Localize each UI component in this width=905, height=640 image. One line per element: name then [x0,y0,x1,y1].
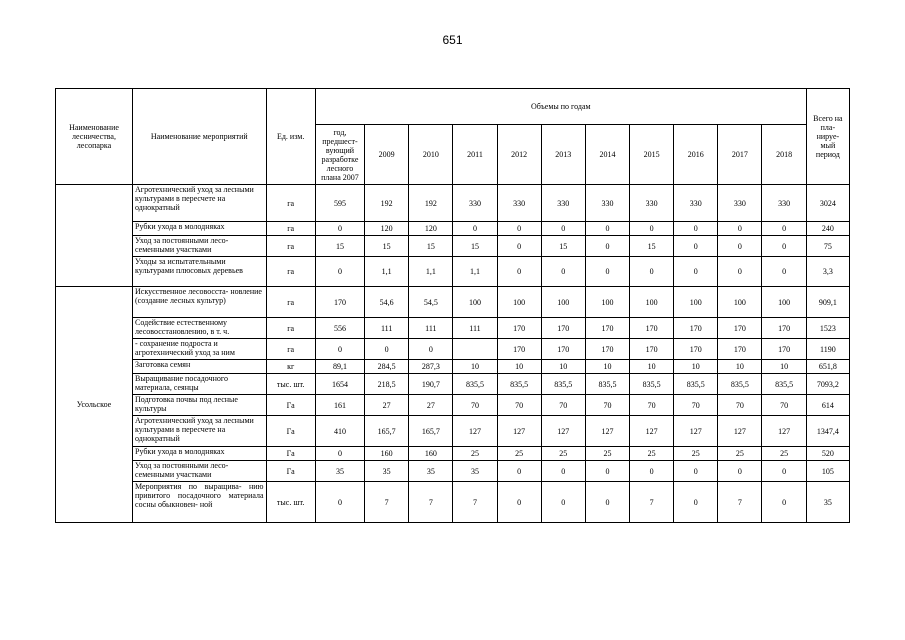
header-year: 2015 [630,125,674,185]
table-row [56,461,850,482]
header-year: 2014 [585,125,629,185]
value-cell: 284,5 [365,360,409,374]
value-cell: 170 [315,287,364,318]
value-cell: 0 [585,222,629,236]
header-year: 2009 [365,125,409,185]
value-cell: 127 [453,416,497,447]
value-cell: 15 [453,236,497,257]
value-cell: 0 [762,482,806,523]
value-cell: 15 [630,236,674,257]
value-cell: 1654 [315,374,364,395]
value-cell: 70 [630,395,674,416]
total-cell: 75 [806,236,849,257]
value-cell: 111 [409,318,453,339]
value-cell: 10 [453,360,497,374]
value-cell: 100 [718,287,762,318]
page-number: 651 [442,33,463,47]
unit-cell: га [266,339,315,360]
value-cell: 170 [497,339,541,360]
header-year: 2018 [762,125,806,185]
table-row [56,222,850,236]
value-cell: 100 [585,287,629,318]
value-cell: 330 [630,185,674,222]
header-unit: Ед. изм. [266,89,315,185]
value-cell: 10 [497,360,541,374]
value-cell: 835,5 [762,374,806,395]
total-cell: 35 [806,482,849,523]
activity-name: Подготовка почвы под лесные культуры [133,395,267,416]
value-cell: 10 [585,360,629,374]
value-cell: 0 [541,257,585,287]
value-cell: 15 [409,236,453,257]
value-cell: 595 [315,185,364,222]
total-cell: 909,1 [806,287,849,318]
value-cell: 100 [497,287,541,318]
table-row [56,416,850,447]
value-cell: 330 [674,185,718,222]
value-cell: 835,5 [497,374,541,395]
value-cell: 0 [315,257,364,287]
table-row [56,374,850,395]
value-cell: 0 [315,447,364,461]
unit-cell: Га [266,416,315,447]
value-cell: 15 [365,236,409,257]
value-cell: 170 [630,318,674,339]
value-cell: 100 [762,287,806,318]
value-cell: 127 [718,416,762,447]
value-cell: 54,6 [365,287,409,318]
value-cell: 15 [541,236,585,257]
value-cell: 127 [497,416,541,447]
value-cell: 0 [718,222,762,236]
value-cell: 7 [409,482,453,523]
value-cell: 0 [585,257,629,287]
activity-name: Мероприятия по выращива- нию привитого посадочного материала сосны обыкновен- ной [133,482,267,523]
value-cell: 1,1 [453,257,497,287]
value-cell: 127 [585,416,629,447]
value-cell: 25 [718,447,762,461]
value-cell: 835,5 [585,374,629,395]
value-cell: 70 [497,395,541,416]
value-cell: 35 [453,461,497,482]
table-row [56,447,850,461]
value-cell: 100 [674,287,718,318]
activity-name: Заготовка семян [133,360,267,374]
value-cell: 70 [674,395,718,416]
value-cell: 127 [630,416,674,447]
value-cell: 35 [365,461,409,482]
value-cell: 25 [674,447,718,461]
table-row [56,236,850,257]
table-row [56,360,850,374]
value-cell: 170 [718,339,762,360]
header-volumes: Объемы по годам [315,89,806,125]
value-cell: 0 [409,339,453,360]
value-cell: 330 [497,185,541,222]
value-cell: 170 [762,318,806,339]
value-cell: 0 [315,482,364,523]
value-cell: 330 [541,185,585,222]
value-cell: 70 [762,395,806,416]
value-cell: 10 [762,360,806,374]
value-cell: 0 [497,482,541,523]
header-year: 2010 [409,125,453,185]
value-cell: 25 [453,447,497,461]
value-cell: 330 [453,185,497,222]
value-cell: 0 [674,222,718,236]
value-cell: 25 [497,447,541,461]
activity-name: Содействие естественному лесовосстановлению, в т. ч. [133,318,267,339]
value-cell: 835,5 [674,374,718,395]
total-cell: 1190 [806,339,849,360]
activity-name: Агротехнический уход за лесными культурами в пересчете на однократный [133,185,267,222]
value-cell: 0 [365,339,409,360]
value-cell: 835,5 [541,374,585,395]
total-cell: 3024 [806,185,849,222]
value-cell: 410 [315,416,364,447]
value-cell: 835,5 [630,374,674,395]
value-cell: 170 [674,339,718,360]
value-cell: 330 [718,185,762,222]
value-cell: 15 [315,236,364,257]
value-cell: 0 [541,461,585,482]
value-cell: 160 [409,447,453,461]
total-cell: 240 [806,222,849,236]
value-cell: 127 [674,416,718,447]
total-cell: 614 [806,395,849,416]
value-cell: 0 [630,257,674,287]
value-cell: 0 [315,339,364,360]
total-cell: 1347,4 [806,416,849,447]
value-cell: 170 [585,339,629,360]
value-cell: 0 [718,236,762,257]
total-cell: 105 [806,461,849,482]
value-cell: 170 [762,339,806,360]
header-year: 2012 [497,125,541,185]
value-cell: 161 [315,395,364,416]
value-cell: 170 [718,318,762,339]
value-cell: 70 [585,395,629,416]
value-cell: 170 [674,318,718,339]
unit-cell: га [266,222,315,236]
header-year: 2017 [718,125,762,185]
value-cell: 70 [453,395,497,416]
value-cell: 0 [497,461,541,482]
value-cell: 0 [541,222,585,236]
unit-cell: Га [266,447,315,461]
value-cell: 27 [365,395,409,416]
value-cell: 127 [762,416,806,447]
value-cell: 0 [762,461,806,482]
unit-cell: га [266,236,315,257]
value-cell: 35 [315,461,364,482]
table-row [56,287,850,318]
value-cell: 27 [409,395,453,416]
unit-cell: кг [266,360,315,374]
header-activity: Наименование мероприятий [133,89,267,185]
value-cell: 89,1 [315,360,364,374]
unit-cell: Га [266,395,315,416]
table-row [56,257,850,287]
forest-activities-table [55,88,850,523]
value-cell: 0 [762,236,806,257]
value-cell: 120 [409,222,453,236]
forestry-name: Усольское [56,287,133,523]
value-cell: 0 [718,461,762,482]
value-cell: 7 [365,482,409,523]
header-total: Всего на пла- нируе- мый период [806,89,849,185]
value-cell: 100 [453,287,497,318]
value-cell: 7 [718,482,762,523]
unit-cell: га [266,185,315,222]
value-cell: 0 [718,257,762,287]
activity-name: - сохранение подроста и агротехнический уход за ним [133,339,267,360]
value-cell: 111 [365,318,409,339]
value-cell: 0 [762,257,806,287]
value-cell: 0 [674,257,718,287]
value-cell: 835,5 [453,374,497,395]
unit-cell: Га [266,461,315,482]
value-cell: 10 [630,360,674,374]
value-cell: 192 [409,185,453,222]
total-cell: 651,8 [806,360,849,374]
value-cell: 190,7 [409,374,453,395]
value-cell: 0 [674,482,718,523]
unit-cell: тыс. шт. [266,374,315,395]
forestry-name [56,185,133,287]
value-cell: 127 [541,416,585,447]
value-cell: 120 [365,222,409,236]
value-cell: 0 [674,236,718,257]
value-cell: 0 [585,482,629,523]
value-cell: 10 [541,360,585,374]
total-cell: 1523 [806,318,849,339]
value-cell: 170 [630,339,674,360]
value-cell: 100 [541,287,585,318]
value-cell: 0 [497,222,541,236]
value-cell: 170 [541,339,585,360]
unit-cell: га [266,318,315,339]
value-cell: 0 [497,257,541,287]
value-cell: 35 [409,461,453,482]
value-cell: 0 [674,461,718,482]
total-cell: 520 [806,447,849,461]
value-cell: 25 [541,447,585,461]
value-cell: 7 [453,482,497,523]
activity-name: Агротехнический уход за лесными культурами в пересчете на однократный [133,416,267,447]
table-row [56,339,850,360]
value-cell: 0 [497,236,541,257]
value-cell: 25 [585,447,629,461]
activity-name: Уходы за испытательными культурами плюсовых деревьев [133,257,267,287]
value-cell: 165,7 [365,416,409,447]
value-cell: 1,1 [365,257,409,287]
value-cell: 170 [497,318,541,339]
activity-name: Выращивание посадочного материала, сеянцы [133,374,267,395]
header-forestry: Наименование лесничества, лесопарка [56,89,133,185]
value-cell: 0 [630,461,674,482]
unit-cell: га [266,287,315,318]
value-cell: 330 [762,185,806,222]
value-cell: 165,7 [409,416,453,447]
value-cell: 54,5 [409,287,453,318]
value-cell: 170 [541,318,585,339]
value-cell: 192 [365,185,409,222]
table-row [56,318,850,339]
activity-name: Рубки ухода в молодняках [133,222,267,236]
value-cell: 10 [718,360,762,374]
value-cell: 218,5 [365,374,409,395]
value-cell: 70 [541,395,585,416]
activity-name: Уход за постоянными лесо- семенными участками [133,461,267,482]
value-cell: 25 [762,447,806,461]
header-year: 2013 [541,125,585,185]
value-cell: 0 [585,461,629,482]
total-cell: 7093,2 [806,374,849,395]
header-year: 2011 [453,125,497,185]
value-cell: 330 [585,185,629,222]
value-cell [453,339,497,360]
header-year: 2016 [674,125,718,185]
value-cell: 556 [315,318,364,339]
value-cell: 10 [674,360,718,374]
value-cell: 0 [541,482,585,523]
table-row [56,185,850,222]
value-cell: 7 [630,482,674,523]
value-cell: 0 [315,222,364,236]
value-cell: 25 [630,447,674,461]
total-cell: 3,3 [806,257,849,287]
unit-cell: га [266,257,315,287]
value-cell: 0 [585,236,629,257]
value-cell: 111 [453,318,497,339]
value-cell: 1,1 [409,257,453,287]
activity-name: Искусственное лесовосста- новление (создание лесных культур) [133,287,267,318]
value-cell: 160 [365,447,409,461]
activity-name: Уход за постоянными лесо- семенными участками [133,236,267,257]
value-cell: 70 [718,395,762,416]
value-cell: 0 [762,222,806,236]
value-cell: 835,5 [718,374,762,395]
value-cell: 0 [630,222,674,236]
value-cell: 100 [630,287,674,318]
table-row [56,395,850,416]
unit-cell: тыс. шт. [266,482,315,523]
header-prev-year: год, предшест- вующий разработке лесного плана 2007 [315,125,364,185]
activity-name: Рубки ухода в молодняках [133,447,267,461]
table-row [56,482,850,523]
value-cell: 287,3 [409,360,453,374]
value-cell: 0 [453,222,497,236]
value-cell: 170 [585,318,629,339]
